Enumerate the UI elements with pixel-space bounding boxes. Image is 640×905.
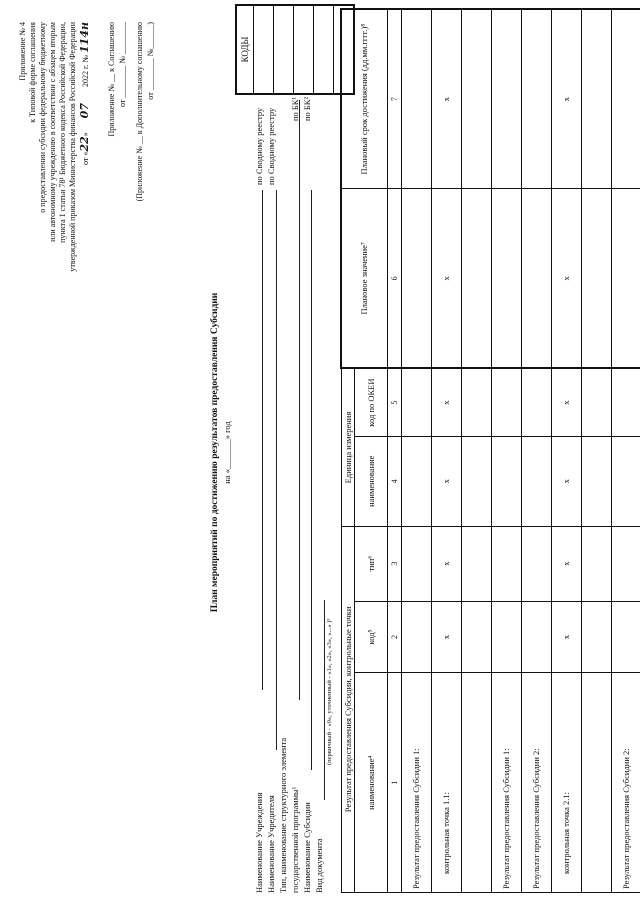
cell-okei: x — [431, 368, 461, 436]
cell-plan-value — [581, 189, 611, 369]
cell-type — [581, 526, 611, 601]
doc-type-hint: (первичный - «0», уточненный - «1», «2», «3», «...» )³ — [326, 618, 333, 765]
table-row — [461, 9, 491, 893]
appendix2-line-2: от ________ № ________ — [118, 22, 127, 108]
appendix-line-2: к Типовой форме соглашения — [28, 22, 37, 123]
plan-table — [340, 8, 640, 893]
column-number: 4 — [387, 436, 401, 526]
appendix-line-4: или автономному учреждению в соответствии с абзацем вторым — [48, 22, 57, 242]
cell-code — [401, 601, 431, 673]
table-row — [581, 9, 611, 893]
cell-type — [611, 526, 640, 601]
header-unit-name: наименование — [354, 436, 387, 526]
fill-line — [262, 190, 263, 690]
cell-plan-date: x — [551, 9, 581, 189]
cell-plan-date: x — [431, 9, 461, 189]
column-number: 5 — [387, 368, 401, 436]
appendix-line-1: Приложение № 4 — [18, 22, 27, 81]
cell-type — [461, 526, 491, 601]
header-plan-value: Плановое значение⁷ — [341, 189, 387, 369]
cell-okei — [401, 368, 431, 436]
handwritten-number: 114н — [78, 22, 91, 53]
cell-unit — [401, 436, 431, 526]
field-label-founder: Наименование Учредителя — [266, 795, 276, 893]
cell-plan-date — [611, 9, 640, 189]
code-cell — [314, 6, 334, 93]
cell-okei — [461, 368, 491, 436]
column-number: 6 — [387, 189, 401, 369]
header-name: наименование⁴ — [354, 673, 387, 893]
row-name: контрольная точка 1.1: — [431, 673, 461, 893]
header-unit-group: Единица измерения — [341, 368, 354, 526]
cell-okei — [581, 368, 611, 436]
cell-type — [521, 526, 551, 601]
fill-line — [324, 600, 325, 800]
column-number: 1 — [387, 673, 401, 893]
cell-plan-value: x — [431, 189, 461, 369]
cell-unit — [521, 436, 551, 526]
fill-line — [311, 190, 312, 770]
page-subtitle: на «_______» год — [222, 421, 232, 484]
cell-code — [491, 601, 521, 673]
code-cell — [274, 6, 294, 93]
table-row — [491, 9, 521, 893]
table-row — [611, 9, 640, 893]
appendix-line-5: пункта 1 статьи 78¹ Бюджетного кодекса Российской Федерации, — [58, 22, 67, 243]
cell-type: x — [551, 526, 581, 601]
cell-type: x — [431, 526, 461, 601]
header-plan-date: Плановый срок достижения (дд.мм.гггг.)⁸ — [341, 9, 387, 189]
codes-box — [235, 4, 355, 95]
header-okei-code: код по ОКЕИ — [354, 368, 387, 436]
field-label-subsidy: Наименование Субсидии — [302, 802, 312, 893]
header-code: код⁵ — [354, 601, 387, 673]
ref-bk-2: по БК² — [302, 96, 312, 121]
cell-unit: x — [431, 436, 461, 526]
cell-unit: x — [551, 436, 581, 526]
ref-consolidated-registry-1: по Сводному реестру — [254, 107, 264, 185]
cell-plan-value — [491, 189, 521, 369]
cell-code — [521, 601, 551, 673]
cell-unit — [491, 436, 521, 526]
cell-plan-value — [461, 189, 491, 369]
cell-unit — [461, 436, 491, 526]
ref-consolidated-registry-2: по Сводному реестру — [266, 107, 276, 185]
cell-plan-date — [491, 9, 521, 189]
code-cell — [294, 6, 314, 93]
field-label-institution: Наименование Учреждения — [254, 792, 264, 893]
table-row — [431, 9, 461, 893]
cell-plan-date — [581, 9, 611, 189]
ref-bk-1: по БК¹ — [290, 96, 300, 121]
cell-okei — [611, 368, 640, 436]
appendix-date-line: от «22» 07 2022 г. № 114н — [78, 22, 91, 166]
cell-unit — [581, 436, 611, 526]
cell-okei — [521, 368, 551, 436]
fill-line — [299, 100, 300, 700]
row-name: Результат предоставления Субсидии 2: — [611, 673, 640, 893]
appendix3-line-1: (Приложение № __ к Дополнительному соглашению — [135, 22, 144, 202]
column-number: 7 — [387, 9, 401, 189]
codes-header: КОДЫ — [237, 6, 254, 93]
table-row — [401, 9, 431, 893]
cell-plan-value — [611, 189, 640, 369]
row-name — [461, 673, 491, 893]
cell-okei — [491, 368, 521, 436]
column-number: 2 — [387, 601, 401, 673]
cell-plan-value — [401, 189, 431, 369]
cell-okei: x — [551, 368, 581, 436]
header-result-group: Результат предоставления Субсидии, контрольные точки — [341, 526, 354, 892]
cell-plan-value — [521, 189, 551, 369]
fill-line — [276, 190, 277, 750]
field-label-program: государственной программы¹ — [290, 786, 300, 893]
row-name: контрольная точка 2.1: — [551, 673, 581, 893]
appendix-line-3: о предоставлении субсидии федеральному бюджетному — [38, 22, 47, 213]
cell-code: x — [431, 601, 461, 673]
cell-code: x — [551, 601, 581, 673]
cell-type — [401, 526, 431, 601]
row-name: Результат предоставления Субсидии 2: — [521, 673, 551, 893]
cell-code — [611, 601, 640, 673]
cell-plan-date — [521, 9, 551, 189]
cell-unit — [611, 436, 640, 526]
appendix3-line-2: от ________ №______) — [146, 22, 155, 100]
handwritten-month: 07 — [78, 103, 91, 119]
table-row — [551, 9, 581, 893]
cell-plan-date — [401, 9, 431, 189]
field-label-doc-type: Вид документа — [314, 838, 324, 893]
appendix2-line-1: Приложение № __ к Соглашению — [107, 22, 116, 137]
row-name: Результат предоставления Субсидии 1: — [401, 673, 431, 893]
cell-type — [491, 526, 521, 601]
field-label-program-element: Тип, наименование структурного элемента — [278, 737, 288, 893]
header-type: тип⁶ — [354, 526, 387, 601]
cell-plan-date — [461, 9, 491, 189]
code-cell — [254, 6, 274, 93]
cell-code — [461, 601, 491, 673]
cell-code — [581, 601, 611, 673]
row-name: Результат предоставления Субсидии 1: — [491, 673, 521, 893]
row-name — [581, 673, 611, 893]
cell-plan-value: x — [551, 189, 581, 369]
appendix-line-6: утвержденной приказом Министерства финансов Российской Федерации — [68, 22, 77, 272]
column-number: 3 — [387, 526, 401, 601]
page-title: План мероприятий по достижению результатов предоставления Субсидии — [210, 292, 220, 613]
handwritten-day: 22 — [78, 136, 91, 152]
table-row — [521, 9, 551, 893]
